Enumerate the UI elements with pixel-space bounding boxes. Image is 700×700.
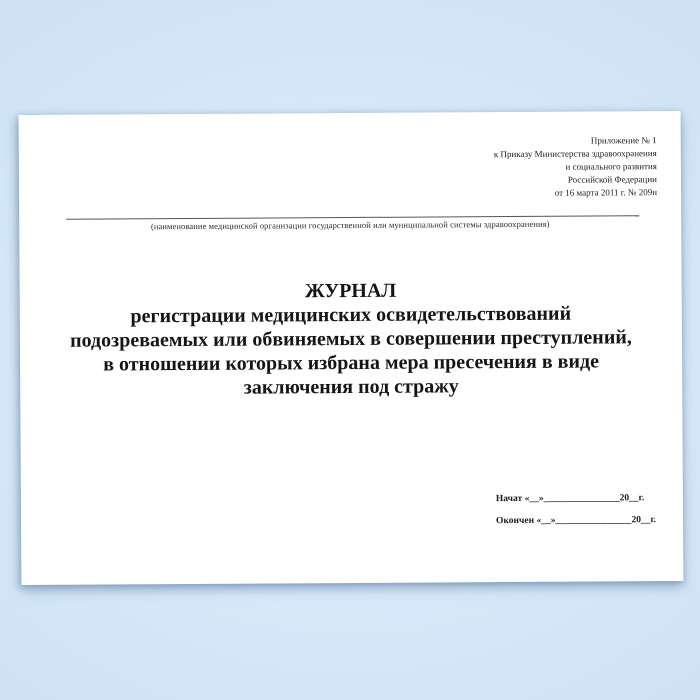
journal-title-heading: ЖУРНАЛ — [304, 279, 397, 303]
journal-dates-block — [496, 492, 656, 527]
appendix-line: к Приказу Министерства здравоохранения — [493, 148, 657, 160]
appendix-line: Российской Федерации — [567, 174, 658, 185]
journal-title-line: регистрации медицинских освидетельствований — [130, 302, 572, 328]
journal-title-line: подозреваемых или обвиняемых в совершении преступлений, — [69, 326, 632, 352]
journal-title-line: заключения под стражу — [243, 375, 459, 399]
journal-title-line: в отношении которых избрана мера пресечения в виде — [103, 350, 600, 376]
appendix-line: Приложение № 1 — [590, 135, 657, 146]
journal-title-block — [20, 277, 683, 401]
date-started-line: Начат «__»________________20__г. — [495, 493, 645, 505]
appendix-line: от 16 марта 2011 г. № 209н — [554, 187, 658, 198]
organization-name-caption: (наименование медицинской организации государственной или муниципальной системы здравоохранения) — [150, 218, 550, 232]
date-finished-line: Окончен «__»________________20__г. — [496, 515, 657, 527]
appendix-reference-block — [494, 134, 657, 200]
journal-cover-page — [19, 111, 684, 585]
appendix-line: и социального развития — [565, 161, 657, 172]
